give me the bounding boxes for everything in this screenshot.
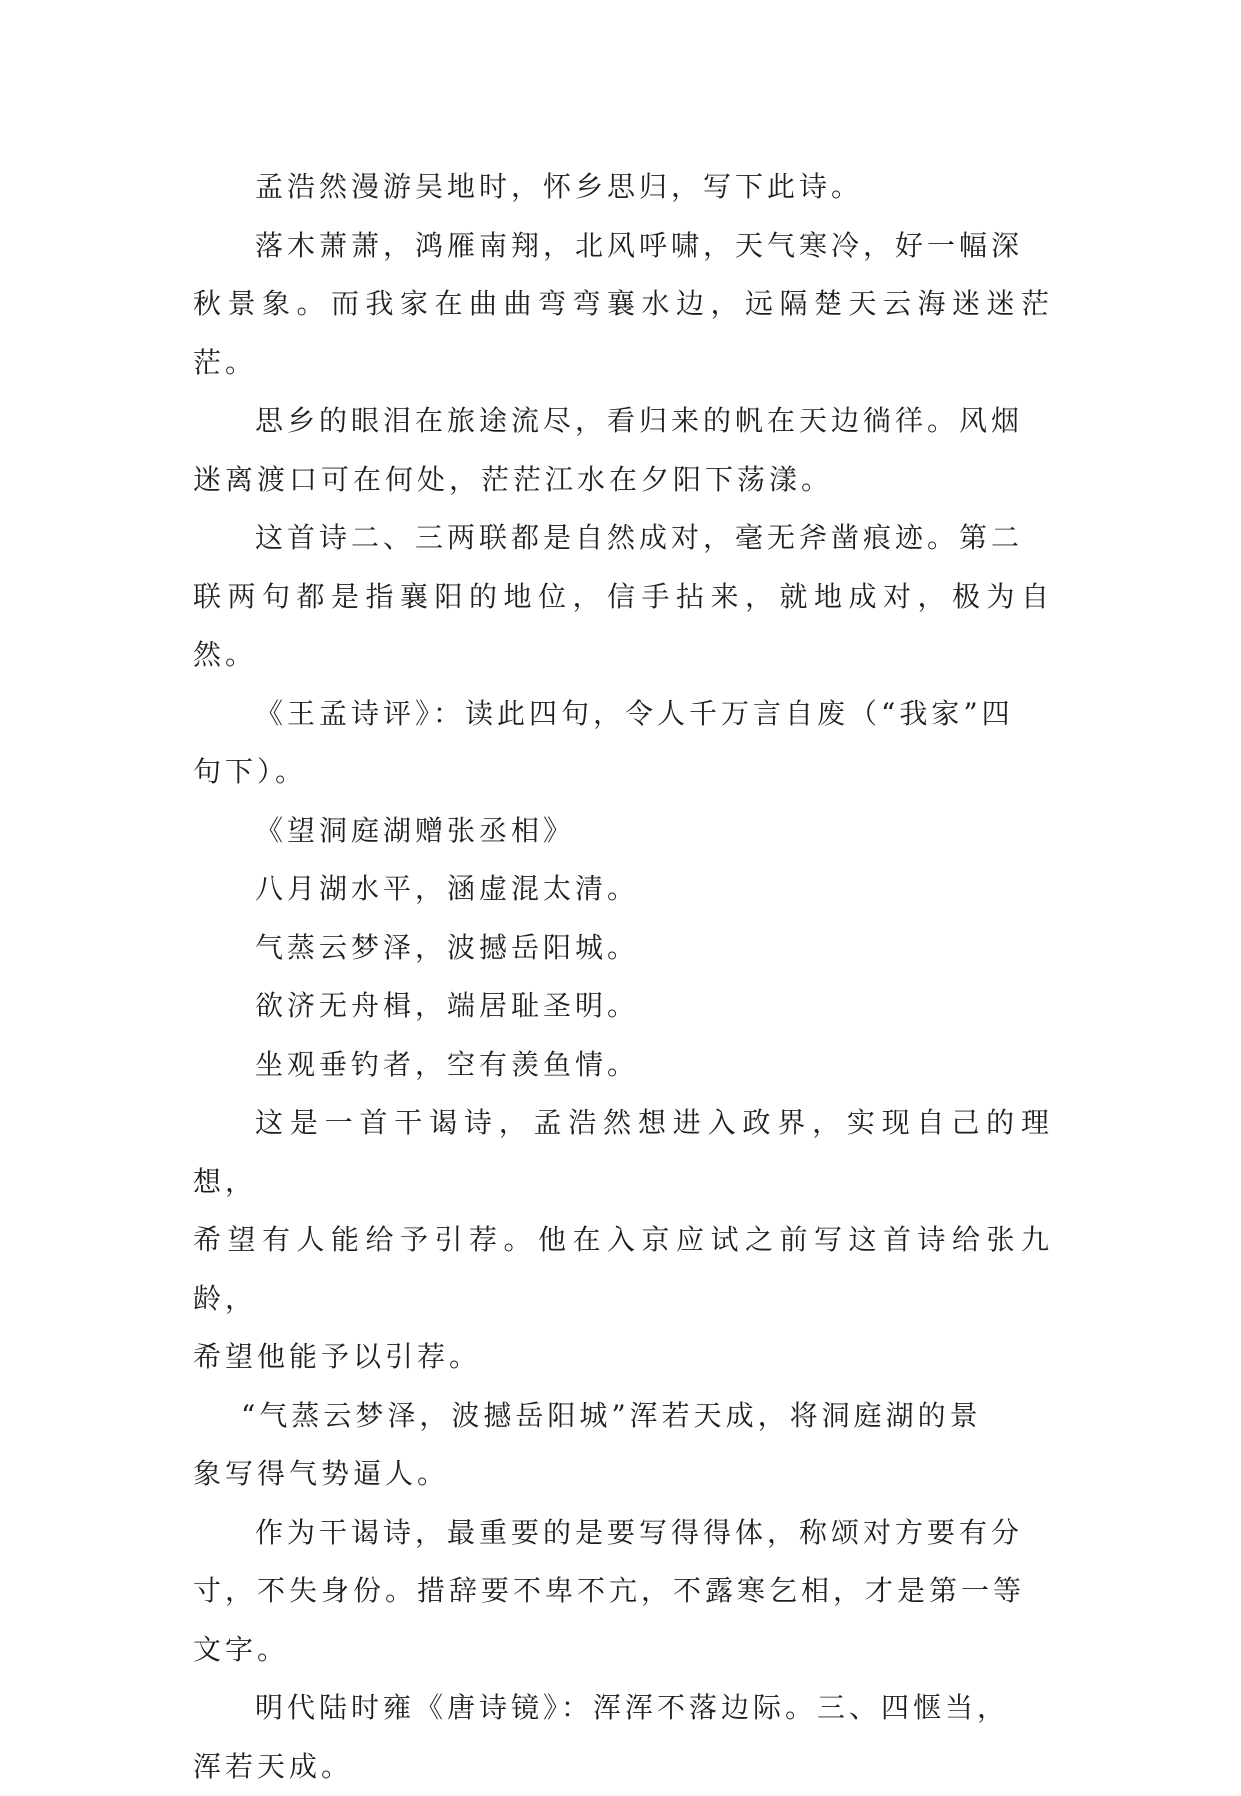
text-line: 落木萧萧，鸿雁南翔，北风呼啸，天气寒冷，好一幅深	[193, 217, 1053, 276]
text-line: 浑若天成。	[193, 1738, 1053, 1796]
paragraph-14	[193, 1679, 1053, 1796]
text-line: 思乡的眼泪在旅途流尽，看归来的帆在天边徜徉。风烟	[193, 392, 1053, 451]
text-line: 作为干谒诗，最重要的是要写得得体，称颂对方要有分	[193, 1504, 1053, 1563]
text-line: 迷离渡口可在何处，茫茫江水在夕阳下荡漾。	[193, 451, 1053, 510]
paragraph-11	[193, 1094, 1053, 1387]
text-line: 寸，不失身份。措辞要不卑不亢，不露寒乞相，才是第一等	[193, 1562, 1053, 1621]
text-line: 希望有人能给予引荐。他在入京应试之前写这首诗给张九龄，	[193, 1211, 1053, 1328]
poem-line-2	[193, 919, 1053, 978]
text-line: 孟浩然漫游吴地时，怀乡思归，写下此诗。	[193, 158, 1053, 217]
poem-line-3	[193, 977, 1053, 1036]
text-line: 秋景象。而我家在曲曲弯弯襄水边，远隔楚天云海迷迷茫茫。	[193, 275, 1053, 392]
text-line: 文字。	[193, 1621, 1053, 1680]
text-line: 联两句都是指襄阳的地位，信手拈来，就地成对，极为自然。	[193, 568, 1053, 685]
paragraph-2	[193, 217, 1053, 393]
text-line: 象写得气势逼人。	[193, 1445, 1053, 1504]
text-line: 《望洞庭湖赠张丞相》	[193, 802, 1053, 861]
text-line: “气蒸云梦泽，波撼岳阳城”浑若天成，将洞庭湖的景	[193, 1387, 1053, 1446]
poem-title	[193, 802, 1053, 861]
text-line: 希望他能予以引荐。	[193, 1328, 1053, 1387]
paragraph-13	[193, 1504, 1053, 1680]
poem-line-4	[193, 1036, 1053, 1095]
paragraph-5	[193, 685, 1053, 802]
text-line: 坐观垂钓者，空有羡鱼情。	[193, 1036, 1053, 1095]
text-line: 《王孟诗评》：读此四句，令人千万言自废（“我家”四	[193, 685, 1053, 744]
text-line: 欲济无舟楫，端居耻圣明。	[193, 977, 1053, 1036]
text-line: 句下）。	[193, 743, 1053, 802]
text-line: 气蒸云梦泽，波撼岳阳城。	[193, 919, 1053, 978]
document-body	[193, 158, 1053, 1796]
paragraph-12	[193, 1387, 1053, 1504]
text-line: 八月湖水平，涵虚混太清。	[193, 860, 1053, 919]
paragraph-3	[193, 392, 1053, 509]
text-line: 明代陆时雍《唐诗镜》：浑浑不落边际。三、四惬当，	[193, 1679, 1053, 1738]
text-line: 这是一首干谒诗，孟浩然想进入政界，实现自己的理想，	[193, 1094, 1053, 1211]
text-line: 这首诗二、三两联都是自然成对，毫无斧凿痕迹。第二	[193, 509, 1053, 568]
paragraph-4	[193, 509, 1053, 685]
paragraph-1	[193, 158, 1053, 217]
poem-line-1	[193, 860, 1053, 919]
